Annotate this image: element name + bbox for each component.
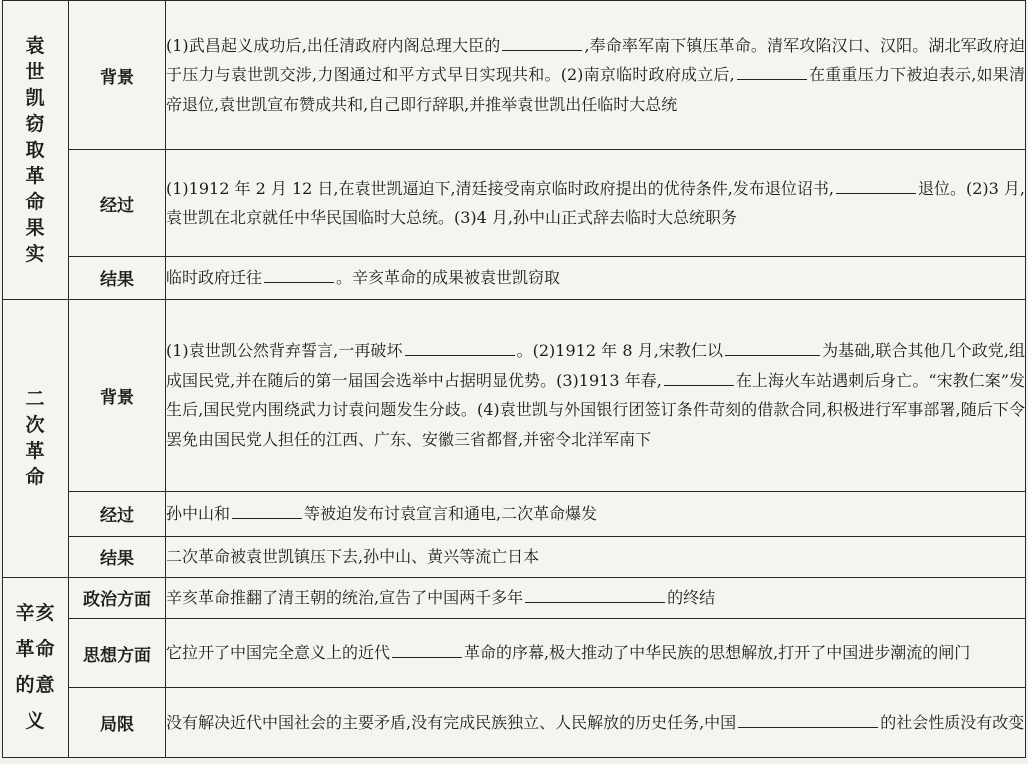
fill-blank[interactable] — [664, 367, 734, 386]
topic-xinhai-meaning — [3, 577, 69, 757]
aspect-process: 经过 — [69, 150, 166, 256]
topic-yuan-seizes-fruits — [3, 1, 69, 300]
text-segment: 在上海火车站遇刺后身亡。“宋教仁案”发生后,国民党内围绕武力讨袁问题发生分歧。(4)袁世凯与外国银行团签订条件苛刻的借款合同,积极进行军事部署,随后下令罢免由国民党人担任的江西、广东、安徽三省都督,并密令北洋军南下 — [166, 370, 1025, 449]
topic-second-label: 二次革命 — [25, 388, 46, 489]
fill-blank[interactable] — [264, 264, 334, 283]
fill-blank[interactable] — [836, 175, 916, 194]
row-meaning-limitation — [3, 688, 1026, 758]
text-segment: 它拉开了中国完全意义上的近代 — [166, 643, 391, 663]
text-segment: 。辛亥革命的成果被袁世凯窃取 — [336, 267, 561, 287]
fill-blank[interactable] — [232, 500, 302, 519]
row-second-background — [3, 299, 1026, 491]
fill-blank[interactable] — [725, 337, 820, 356]
text-segment: (1)1912 年 2 月 12 日,在袁世凯逼迫下,清廷接受南京临时政府提出的优待条件,发布退位诏书, — [166, 178, 834, 198]
aspect-process: 经过 — [69, 491, 166, 536]
text-segment: 辛亥革命推翻了清王朝的统治,宣告了中国两千多年 — [166, 588, 524, 608]
topic-meaning-label: 辛亥革命的意义 — [15, 602, 56, 733]
text-segment: 孙中山和 — [166, 504, 231, 524]
text-segment: 的终结 — [667, 588, 716, 608]
fill-blank[interactable] — [502, 32, 582, 51]
text-segment: 的社会性质没有改变 — [880, 712, 1025, 732]
aspect-ideological: 思想方面 — [69, 618, 166, 688]
content-second-background — [166, 299, 1026, 491]
content-second-process — [166, 491, 1026, 536]
text-segment: (1)武昌起义成功后,出任清政府内阁总理大臣的 — [166, 35, 501, 55]
text-segment: 为基础,联合其他几个政党,组成国民党,并在随后的第一届国会选举中占据明显优势。(3)1913 年春, — [166, 341, 1025, 390]
aspect-political: 政治方面 — [69, 577, 166, 618]
history-worksheet-table — [2, 0, 1026, 758]
topic-second-revolution — [3, 299, 69, 577]
text-segment: 临时政府迁往 — [166, 267, 263, 287]
content-meaning-political — [166, 577, 1026, 618]
content-yuan-background — [166, 1, 1026, 150]
fill-blank[interactable] — [525, 584, 665, 603]
row-meaning-ideological — [3, 618, 1026, 688]
content-yuan-result — [166, 256, 1026, 299]
text-segment: 二次革命被袁世凯镇压下去,孙中山、黄兴等流亡日本 — [166, 547, 540, 567]
content-yuan-process — [166, 150, 1026, 256]
aspect-result: 结果 — [69, 256, 166, 299]
row-yuan-process — [3, 150, 1026, 256]
fill-blank[interactable] — [737, 61, 807, 80]
row-yuan-background — [3, 1, 1026, 150]
text-segment: (1)袁世凯公然背弃誓言,一再破坏 — [166, 341, 403, 361]
text-segment: 在重重压力下被迫表示,如果清帝退位,袁世凯宣布赞成共和,自己即行辞职,并推举袁世凯出任临时大总统 — [166, 65, 1025, 114]
text-segment: 等被迫发布讨袁宣言和通电,二次革命爆发 — [304, 504, 598, 524]
text-segment: 革命的序幕,极大推动了中华民族的思想解放,打开了中国进步潮流的闸门 — [464, 643, 971, 663]
text-segment: ,奉命率军南下镇压革命。清军攻陷汉口、汉阳。湖北军政府迫于压力与袁世凯交涉,力图通过和平方式早日实现共和。(2)南京临时政府成立后, — [166, 35, 1025, 85]
topic-yuan-label: 袁世凯窃取革命果实 — [25, 34, 46, 265]
row-second-process — [3, 491, 1026, 536]
text-segment: 退位。(2)3 月,袁世凯在北京就任中华民国临时大总统。(3)4 月,孙中山正式辞去临时大总统职务 — [166, 178, 1025, 228]
text-segment: 。(2)1912 年 8 月,宋教仁以 — [516, 341, 724, 361]
row-yuan-result — [3, 256, 1026, 299]
aspect-result: 结果 — [69, 536, 166, 577]
row-meaning-political — [3, 577, 1026, 618]
aspect-background: 背景 — [69, 299, 166, 491]
row-second-result — [3, 536, 1026, 577]
content-meaning-limitation — [166, 688, 1026, 758]
content-meaning-ideological — [166, 618, 1026, 688]
fill-blank[interactable] — [392, 639, 462, 658]
content-second-result — [166, 536, 1026, 577]
fill-blank[interactable] — [738, 709, 878, 728]
fill-blank[interactable] — [405, 337, 515, 356]
aspect-background: 背景 — [69, 1, 166, 150]
aspect-limitation: 局限 — [69, 688, 166, 758]
text-segment: 没有解决近代中国社会的主要矛盾,没有完成民族独立、人民解放的历史任务,中国 — [166, 712, 737, 732]
